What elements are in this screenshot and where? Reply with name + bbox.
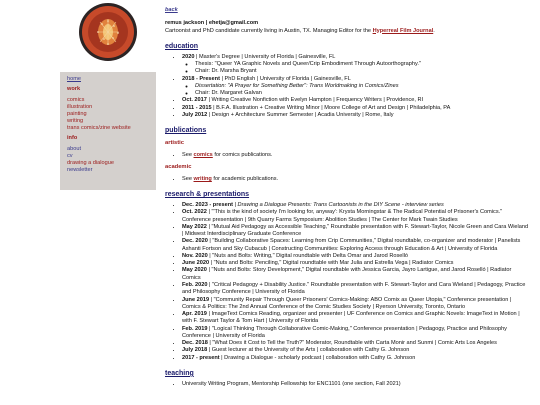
list-item: • 2020 | Master's Degree | University of Florida | Gainesville, FL ◦ Thesis: "Queer YA Graphic Novels and Queer/Crip Embodiment Through Autoorthography." ◦ Chair: Dr. Marsha Bryant	[182, 54, 530, 76]
bio	[165, 28, 530, 35]
comics-link[interactable]: comics	[193, 151, 213, 158]
nav-cv[interactable]: cv	[67, 152, 73, 159]
fig-logo	[78, 2, 138, 62]
nav-box	[60, 72, 156, 190]
academic-heading: academic	[165, 164, 192, 171]
back-link[interactable]: back	[165, 7, 178, 13]
teaching-heading: teaching	[165, 369, 194, 377]
nav-comics[interactable]: comics	[67, 96, 85, 103]
list-item: • 2018 - Present | PhD English | University of Florida | Gainesville, FL ◦ Dissertation: "A Prayer for Something Better": Trans Worldmaking in Comics/Zines ◦ Chair: Dr. Margaret Galvan	[182, 76, 530, 98]
list-item: • May 2022 | "Mutual Aid Pedagogy as Accessible Teaching," Roundtable presentation with F. Stewart-Taylor, Nicole Green and Cara Wieland | Midwest Interdisciplinary Graduate Conference	[182, 224, 530, 239]
list-item: • Apr. 2019 | ImageText Comics Reading, organizer and presenter | UF Conference on Comics and Graphic Novels: ImageText in Motion | with F. Stewart Taylor & Tom Hart | University of Florida	[182, 311, 530, 326]
list-item: • Dec. 2018 | "What Does it Cost to Tell the Truth?" Moderator, Roundtable with Carta Monir and Sunmi | Comic Arts Los Angeles	[182, 340, 530, 347]
list-item: • 2011 - 2015 | B.F.A. Illustration + Creative Writing Minor | Moore College of Art and Design | Philadelphia, PA	[182, 105, 530, 112]
list-item: ◦ Dissertation: "A Prayer for Something Better": Trans Worldmaking in Comics/Zines	[195, 83, 530, 90]
bio-text: Cartoonist and PhD candidate currently living in Austin, TX. Managing Editor for the	[165, 27, 373, 34]
nav-home[interactable]: home	[67, 76, 81, 82]
list-item: • Feb. 2019 | "Logical Thinking Through Collaborative Comic-Making," Conference presentation | Pedagogy, Practice and Philosophy Conference | University of Florida	[182, 326, 530, 341]
list-item: • July 2018 | Guest lecturer at the University of the Arts | collaboration with Cathy G. Johnson	[182, 347, 530, 354]
list-item: • Oct. 2017 | Writing Creative Nonfiction with Evelyn Hampton | Frequency Writers | Providence, RI	[182, 97, 530, 104]
nav-writing[interactable]: writing	[67, 117, 84, 124]
academic-list	[165, 176, 530, 183]
nav-work-heading: work	[67, 85, 81, 92]
nav-about[interactable]: about	[67, 145, 81, 152]
list-item: • June 2019 | "Community Repair Through Queer Prisoners' Comics-Making: ABO Comix as Queer Utopia," Conference presentation | Comics & Politics: The 2nd Annual Conference of the Comic Studies Society | Ryerson University, Toronto, Ontario	[182, 297, 530, 312]
nav-painting[interactable]: painting	[67, 110, 87, 117]
nav-info-heading: info	[67, 134, 78, 141]
list-item: • Oct. 2022 | "'This is the kind of society I'm looking for, anyway': Krysta Morningstar & The Radical Potential of Prisoner's Comics." Conference presentation | 9th Quarry Farms Symposium: Abolition Studies | The Center for Mark Twain Studies	[182, 209, 530, 224]
list-item: ◦ Chair: Dr. Marsha Bryant	[195, 68, 530, 75]
research-heading: research & presentations	[165, 190, 250, 198]
cv-content	[165, 7, 530, 388]
list-item: ◦ Chair: Dr. Margaret Galvan	[195, 90, 530, 97]
education-list	[165, 54, 530, 119]
list-item: • June 2020 | "Nuts and Bolts: Penciling," Digital roundtable with Mar Julia and Estrella Vega | Radiator Comics	[182, 260, 530, 267]
list-item: • Dec. 2020 | "Building Collaborative Spaces: Learning from Crip Communities," Digital roundtable, co-organizer and moderator | Panelists Ashanti Fortson and Sky Cubacub | Constructing Communities: Exploring Access through Education & Art | University of Florida	[182, 238, 530, 253]
list-item: • See comics for comics publications.	[182, 152, 530, 159]
list-item: • University Writing Program, Mentorship Fellowship for ENC1101 (one section, Fall 2021)	[182, 381, 530, 388]
list-item: • Feb. 2020 | "Critical Pedagogy + Disability Justice." Roundtable presentation with F. Stewart-Taylor and Cara Wieland | Pedagogy, Practice and Philosophy Conference | University of Florida	[182, 282, 530, 297]
list-item: • May 2020 | "Nuts and Bolts: Story Development," Digital roundtable with Jessica Garcia, Jayro Lartigue, and Jarod Roselló | Radiator Comics	[182, 267, 530, 282]
teaching-list	[165, 381, 530, 388]
list-item: • See writing for academic publications.	[182, 176, 530, 183]
writing-link[interactable]: writing	[193, 175, 212, 182]
nav-drawing-a-dialogue[interactable]: drawing a dialogue	[67, 159, 114, 166]
bio-end: .	[433, 27, 435, 34]
hyperreal-link[interactable]: Hyperreal Film Journal	[372, 27, 434, 34]
nav-newsletter[interactable]: newsletter	[67, 166, 93, 173]
list-item: • Dec. 2023 - present | Drawing a Dialogue Presents: Trans Cartoonists in the DIY Scene - interview series	[182, 202, 530, 209]
sidebar	[60, 0, 156, 405]
research-list	[165, 202, 530, 362]
list-item: • July 2012 | Design + Architecture Summer Semester | Acadia University | Rome, Italy	[182, 112, 530, 119]
publications-heading: publications	[165, 127, 207, 135]
list-item: • Nov. 2020 | "Nuts and Bolts: Writing," Digital roundtable with Delta Omar and Jarod Roselló	[182, 253, 530, 260]
artistic-list	[165, 152, 530, 159]
list-item: ◦ Thesis: "Queer YA Graphic Novels and Queer/Crip Embodiment Through Autoorthography."	[195, 61, 530, 68]
name-email: remus jackson | ehetja@gmail.com	[165, 20, 259, 27]
education-heading: education	[165, 42, 199, 50]
artistic-heading: artistic	[165, 140, 185, 147]
nav-illustration[interactable]: illustration	[67, 103, 93, 110]
list-item: • 2017 - present | Drawing a Dialogue - scholarly podcast | collaboration with Cathy G. Johnson	[182, 355, 530, 362]
nav-trans-comics[interactable]: trans comics/zine website	[67, 124, 131, 131]
